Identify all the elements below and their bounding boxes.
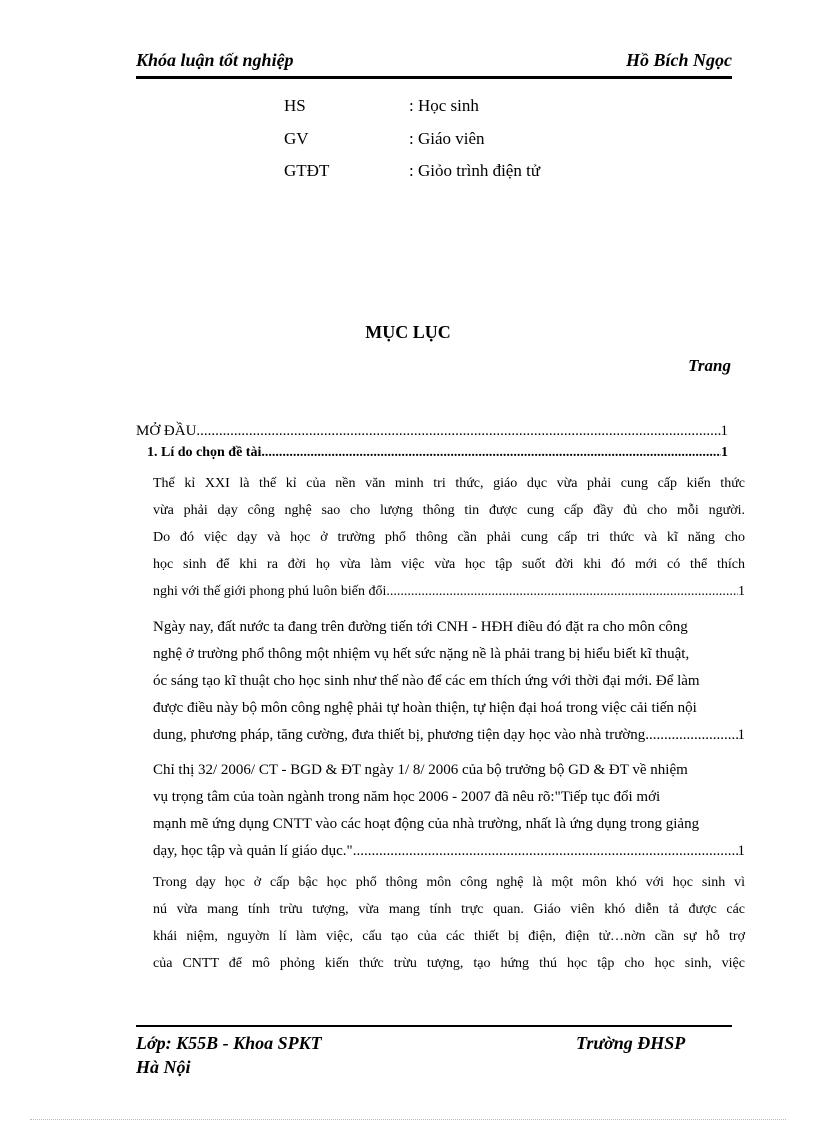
paragraph-modernization	[153, 614, 745, 749]
abbreviation-value: : Giỏo trình điện tử	[409, 161, 541, 180]
paragraph-line: học sinh để khi ra đời họ vừa làm việc vừa học tập suốt đời khi đó mới có thể thích	[153, 557, 745, 572]
toc-title: MỤC LỤC	[365, 322, 451, 342]
footer-rule	[136, 1025, 732, 1027]
paragraph-line: khái niệm, nguyờn lí làm việc, cấu tạo của các thiết bị điện, điện tử…nờn cần sự hỗ trợ	[153, 929, 745, 944]
header-rule	[136, 76, 732, 79]
paragraph-line: nghệ ở trường phổ thông một nhiệm vụ hết sức nặng nề là phải trang bị hiểu biết kĩ thuật,	[153, 646, 690, 662]
toc-leader-dots	[196, 423, 720, 440]
toc-list	[136, 423, 728, 467]
paragraph-line: vừa phải dạy công nghệ sao cho lượng thông tin được cung cấp đầy đủ cho mỗi người.	[153, 503, 745, 518]
abbreviation-key: GV	[284, 129, 309, 148]
toc-entry-page: 1	[721, 445, 728, 460]
paragraph-line: Chỉ thị 32/ 2006/ CT - BGD & ĐT ngày 1/ 8/ 2006 của bộ trưởng bộ GD & ĐT về nhiệm	[153, 762, 688, 778]
paragraph-page: 1	[738, 584, 745, 599]
paragraph-teaching	[153, 869, 745, 977]
paragraph-directive	[153, 757, 745, 865]
paragraph-line: của CNTT để mô phỏng kiến thức trừu tượng, tạo hứng thú học tập cho học sinh, việc	[153, 956, 745, 971]
paragraph-line: nú vừa mang tính trừu tượng, vừa mang tính trực quan. Giáo viên khó diễn tả được các	[153, 902, 745, 917]
paragraph-reason	[153, 470, 745, 605]
toc-entry-page: 1	[720, 423, 728, 439]
paragraph-line: Ngày nay, đất nước ta đang trên đường tiến tới CNH - HĐH điều đó đặt ra cho môn công	[153, 619, 688, 635]
toc-leader-dots	[261, 445, 721, 461]
footer-city: Hà Nội	[136, 1057, 191, 1077]
footer-class: Lớp: K55B - Khoa SPKT	[136, 1033, 322, 1053]
paragraph-line: vụ trọng tâm của toàn ngành trong năm học 2006 - 2007 đã nêu rõ:"Tiếp tục đổi mới	[153, 789, 661, 805]
toc-page-label: Trang	[688, 356, 731, 375]
paragraph-page: 1	[737, 727, 745, 743]
abbreviation-value: : Học sinh	[409, 96, 479, 115]
paragraph-line: được điều này bộ môn công nghệ phải tự hoàn thiện, tự hiện đại hoá trong việc cải tiến nội	[153, 700, 697, 716]
paragraph-line: dạy, học tập và quản lí giáo dục."	[153, 843, 353, 859]
paragraph-last-line	[153, 838, 745, 865]
paragraph-line: Do đó việc dạy và học ở trường phổ thông cần phải cung cấp tri thức và kĩ năng cho	[153, 530, 745, 545]
page-edge-divider	[30, 1119, 786, 1120]
abbreviation-key: GTĐT	[284, 161, 330, 180]
paragraph-page: 1	[737, 843, 745, 859]
paragraph-line: Trong dạy học ở cấp bậc học phổ thông môn công nghệ là một môn khó với học sinh vì	[153, 875, 745, 890]
footer-school: Trường ĐHSP	[576, 1033, 686, 1053]
paragraph-line: Thế kỉ XXI là thế kỉ của nền văn minh tri thức, giáo dục vừa phải cung cấp kiến thức	[153, 476, 745, 491]
paragraph-line: óc sáng tạo kĩ thuật cho học sinh như thế nào để các em thích ứng với thời đại mới. Để làm	[153, 673, 700, 689]
paragraph-line: nghi với thế giới phong phú luôn biến đổi.	[153, 584, 390, 599]
header-author: Hồ Bích Ngọc	[626, 50, 732, 70]
abbreviation-key: HS	[284, 96, 306, 115]
page-header	[136, 50, 732, 76]
toc-entry-label: 1. Lí do chọn đề tài	[147, 445, 262, 460]
toc-entry	[136, 445, 728, 467]
paragraph-line: dung, phương pháp, tăng cường, đưa thiết bị, phương tiện dạy học vào nhà trường.	[153, 727, 650, 743]
paragraph-last-line	[153, 578, 745, 605]
toc-leader-dots	[353, 838, 738, 865]
toc-leader-dots	[649, 722, 737, 749]
paragraph-last-line	[153, 722, 745, 749]
toc-leader-dots	[390, 578, 738, 605]
paragraph-line: mạnh mẽ ứng dụng CNTT vào các hoạt động của nhà trường, nhất là ứng dụng trong giảng	[153, 816, 700, 832]
abbreviation-value: : Giáo viên	[409, 129, 485, 148]
toc-entry-label: MỞ ĐẦU	[136, 423, 197, 439]
header-thesis-title: Khóa luận tốt nghiệp	[136, 50, 294, 70]
toc-entry	[136, 423, 728, 445]
